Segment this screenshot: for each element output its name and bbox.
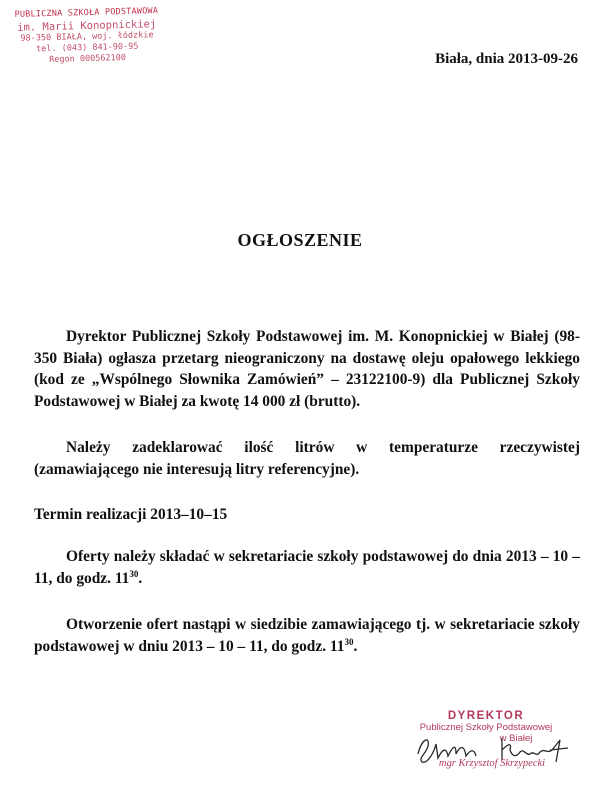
director-school: Publicznej Szkoły Podstawowej: [419, 722, 553, 733]
paragraph-end: .: [138, 569, 143, 587]
director-name: mgr Krzysztof Skrzypecki: [438, 758, 546, 769]
document-date: Biała, dnia 2013-09-26: [435, 51, 578, 67]
deadline-paragraph: [34, 504, 580, 526]
opening-paragraph: [34, 614, 580, 657]
time-superscript: 30: [344, 636, 354, 647]
paragraph-end: .: [353, 637, 358, 655]
paragraph-text: Termin realizacji 2013–10–15: [34, 506, 228, 523]
director-town: w Białej: [499, 733, 533, 744]
stamp-line-5: Regon 000562100: [49, 52, 127, 65]
stamp-line-4: tel. (043) 841-90-95: [36, 41, 139, 55]
director-title: DYREKTOR: [447, 710, 525, 722]
paragraph-text: Należy zadeklarować ilość litrów w temperaturze rzeczywistej (zamawiającego nie interesują litry referencyjne).: [34, 439, 580, 478]
paragraph-text: Otworzenie ofert nastąpi w siedzibie zamawiającego tj. w sekretariacie szkoły podstawowej w dniu 2013 – 10 – 11, do godz. 11: [34, 616, 580, 655]
stamp-line-3: 98-350 BIAŁA, woj. łódzkie: [20, 30, 154, 44]
time-superscript: 30: [129, 568, 139, 579]
paragraph-text: Dyrektor Publicznej Szkoły Podstawowej im. M. Konopnickiej w Białej (98-350 Biała) ogłasza przetarg nieograniczony na dostawę oleju opałowego lekkiego (kod ze „Wspólnego Słownika Zamówień” – 23122100-9) dla Publicznej Szkoły Podstawowej w Białej za kwotę 14 000 zł (brutto).: [34, 328, 580, 410]
school-stamp: [5, 6, 168, 67]
offers-paragraph: [34, 546, 580, 589]
stamp-line-1: PUBLICZNA SZKOŁA PODSTAWOWA: [14, 6, 159, 20]
announcement-paragraph: [34, 326, 580, 412]
stamp-line-2: im. Marii Konopnickiej: [17, 18, 157, 34]
paragraph-text: Oferty należy składać w sekretariacie szkoły podstawowej do dnia 2013 – 10 – 11, do godz. 11: [34, 548, 580, 587]
declaration-paragraph: [34, 437, 580, 480]
document-title: OGŁOSZENIE: [237, 230, 363, 250]
